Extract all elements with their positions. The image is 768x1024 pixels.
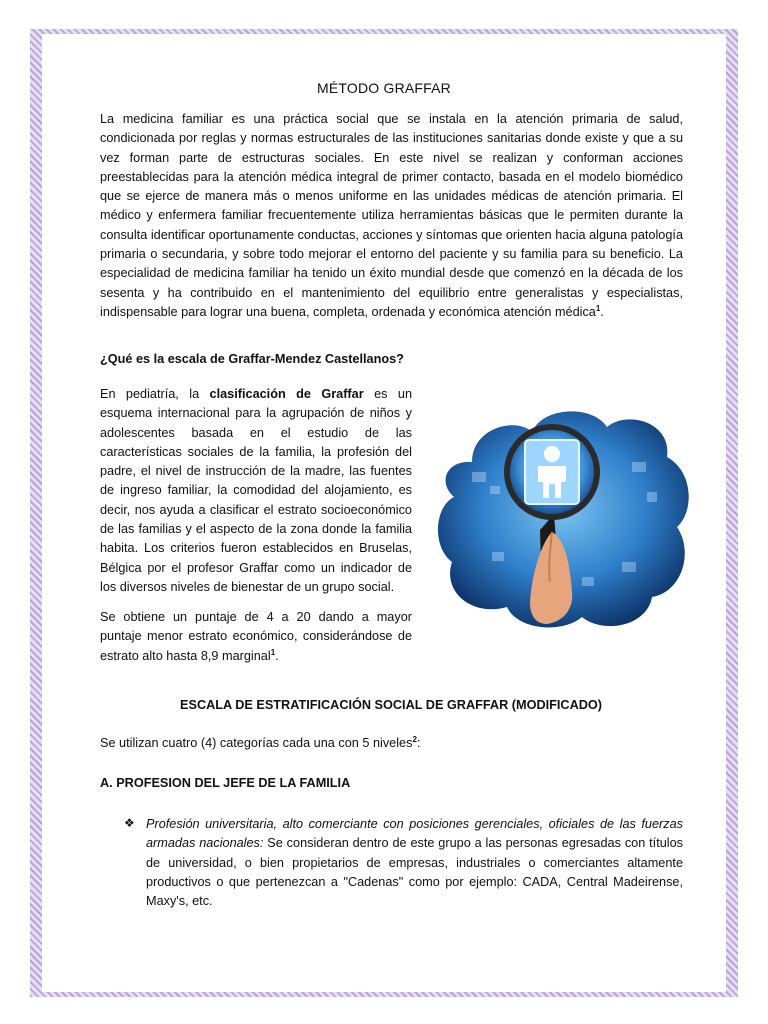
definition-prefix: En pediatría, la [100, 387, 210, 401]
categories-reference: 2 [412, 734, 417, 744]
bullet-italic-lead: Profesión universitaria, alto comerciante con posiciones gerenciales, oficiales de las fuerzas armadas nacionales: [146, 817, 683, 851]
score-reference: 1 [270, 647, 276, 657]
magnifier-person-illustration [432, 402, 694, 634]
intro-paragraph: La medicina familiar es una práctica social que se instala en la atención primaria de salud, condicionada por reglas y normas estructurales de las instituciones sanitarias donde existe y que a su vez forman parte de estructuras sociales. En este nivel se realizan y conforman acciones preestablecidas para la atención médica integral de primer contacto, basada en el modelo biomédico que se ejerce de manera más o menos uniforme en las unidades médicas de atención primaria. El médico y enfermera familiar frecuentemente utiliza herramientas básicas que le permiten durante la consulta identificar oportunamente conductas, acciones y síntomas que orienten hacia alguna patología primaria o secundaria, y sobre todo mejorar el entorno del paciente y su familia para su beneficio. La especialidad de medicina familiar ha tenido un éxito mundial desde que comenzó en la década de los sesenta y ha contribuido en el mantenimiento del equilibrio entre generalistas y especialistas, indispensable para lograr una buena, completa, ordenada y económica atención médica$^1$. [100, 112, 683, 319]
intro-reference: 1 [595, 303, 601, 313]
question-heading: ¿Qué es la escala de Graffar-Mendez Castellanos? [100, 352, 404, 366]
document-title: MÉTODO GRAFFAR [317, 80, 451, 96]
definition-paragraph [100, 385, 412, 597]
definition-bold-term: clasificación de Graffar [209, 387, 364, 401]
score-text: Se obtiene un puntaje de 4 a 20 dando a mayor puntaje menor estrato económico, considerándose de estrato alto hasta 8,9 marginal [100, 610, 412, 663]
categories-line [100, 736, 420, 750]
section-a-heading: A. PROFESION DEL JEFE DE LA FAMILIA [100, 776, 351, 790]
categories-text: Se utilizan cuatro (4) categorías cada una con 5 niveles [100, 736, 413, 750]
scale-title: ESCALA DE ESTRATIFICACIÓN SOCIAL DE GRAFFAR (MODIFICADO) [180, 698, 602, 712]
bullet-description: Se consideran dentro de este grupo a las personas egresadas con títulos de universidad, o bien propietarios de empresas, industriales o comerciantes altamente productivos o que pertenezcan a "Cadenas" como por ejemplo: CADA, Central Madeirense, Maxy's, etc. [146, 836, 683, 909]
score-paragraph: Se obtiene un puntaje de 4 a 20 dando a mayor puntaje menor estrato económico, considerándose de estrato alto hasta 8,9 marginal$^1$. [100, 610, 412, 663]
bullet-item [124, 815, 683, 911]
definition-rest: es un esquema internacional para la agrupación de niños y adolescentes basada en el estudio de las características sociales de la familia, la profesión del padre, el nivel de instrucción de la madre, las fuentes de ingreso familiar, la comodidad del alojamiento, es decir, nos ayuda a clasificar el estrato socioeconómico de las familias y el aspecto de la zona donde la familia habita. Los criterios fueron establecidos en Bruselas, Bélgica por el profesor Graffar como un indicador de los diversos niveles de bienestar de un grupo social. [100, 387, 412, 594]
intro-text: La medicina familiar es una práctica social que se instala en la atención primaria de salud, condicionada por reglas y normas estructurales de las instituciones sanitarias donde existe y que a su vez forman parte de estructuras sociales. En este nivel se realizan y conforman acciones preestablecidas para la atención médica integral de primer contacto, basada en el modelo biomédico que se ejerce de manera más o menos uniforme en las unidades médicas de atención primaria. El médico y enfermera familiar frecuentemente utiliza herramientas básicas que le permiten durante la consulta identificar oportunamente conductas, acciones y síntomas que orienten hacia alguna patología primaria o secundaria, y sobre todo mejorar el entorno del paciente y su familia para su beneficio. La especialidad de medicina familiar ha tenido un éxito mundial desde que comenzó en la década de los sesenta y ha contribuido en el mantenimiento del equilibrio entre generalistas y especialistas, indispensable para lograr una buena, completa, ordenada y económica atención médica [100, 112, 683, 319]
bullet-text [146, 815, 683, 911]
categories-colon: : [416, 736, 421, 750]
diamond-bullet-icon: ❖ [124, 816, 135, 830]
